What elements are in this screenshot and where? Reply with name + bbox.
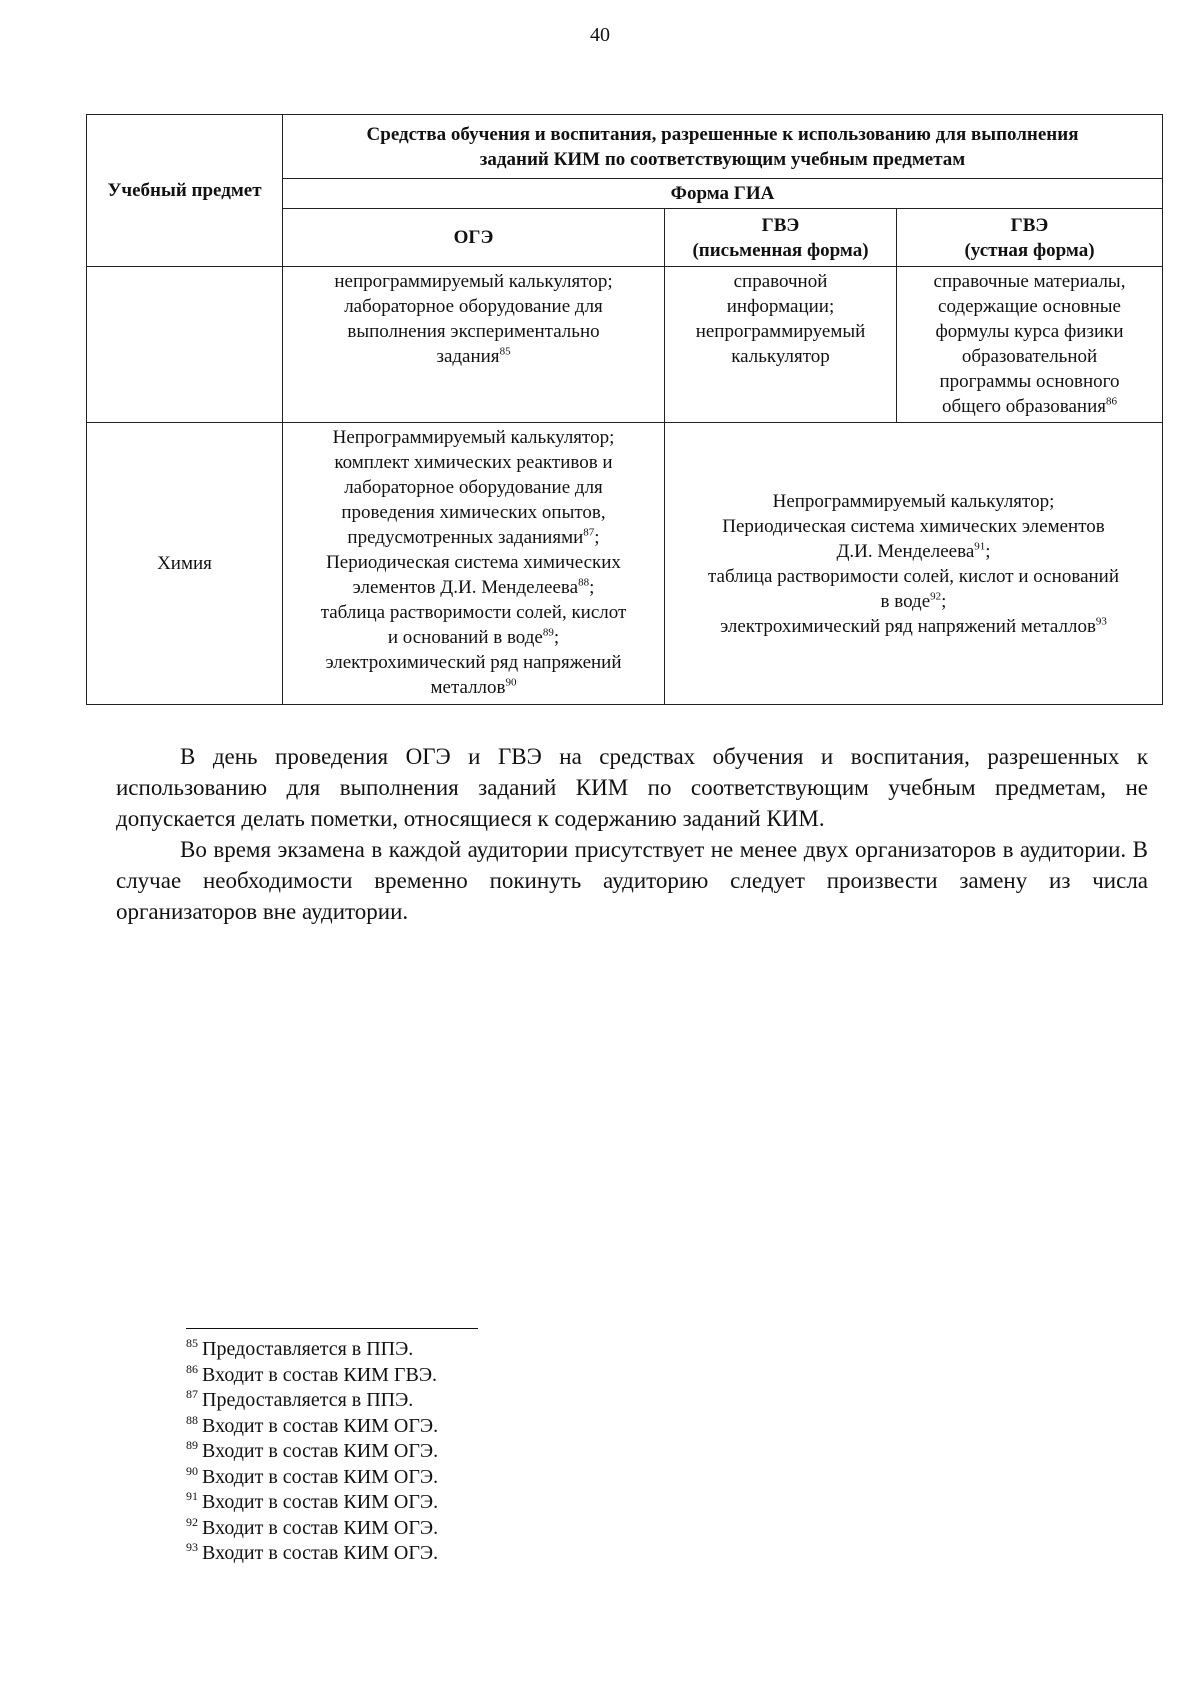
cell-text: ; (985, 540, 991, 562)
footnote (186, 1465, 438, 1491)
footnote-number: 88 (186, 1412, 198, 1427)
cell-line (669, 589, 1158, 614)
footnote-ref-85[interactable]: 85 (499, 345, 511, 358)
cell-line: информации; (726, 296, 835, 317)
header-gve-oral (897, 209, 1163, 267)
cell-text: ; (594, 527, 600, 548)
footnote-number: 85 (186, 1336, 198, 1351)
footnote-ref-87[interactable]: 87 (583, 526, 595, 539)
footnote (186, 1439, 438, 1465)
cell-line (287, 344, 660, 369)
cell-line: содержащие основные (938, 296, 1121, 317)
cell-text: ; (589, 577, 595, 598)
cell-text: и оснований в воде (387, 627, 543, 648)
header-gve-written-line: ГВЭ (761, 214, 800, 236)
cell-line: проведения химических опытов, (341, 502, 606, 523)
cell-line: комплект химических реактивов и (334, 452, 613, 473)
row2-subject: Химия (87, 423, 283, 705)
header-means (283, 115, 1163, 179)
footnote-text: Входит в состав КИМ ОГЭ. (202, 1440, 439, 1462)
header-gve-oral-line: (устная форма) (964, 239, 1095, 261)
cell-line: Периодическая система химических элементов (722, 515, 1105, 537)
cell-line: лабораторное оборудование для (344, 477, 603, 498)
cell-line: электрохимический ряд напряжений (325, 652, 622, 673)
cell-line: калькулятор (731, 346, 830, 367)
cell-line (901, 394, 1158, 419)
footnote-ref-90[interactable]: 90 (505, 676, 517, 689)
cell-line (669, 539, 1158, 564)
cell-text: Д.И. Менделеева (836, 540, 975, 562)
footnote-text: Предоставляется в ППЭ. (202, 1389, 414, 1411)
header-gve-oral-line: ГВЭ (1010, 214, 1049, 236)
header-oge: ОГЭ (283, 209, 665, 267)
cell-line: Периодическая система химических (326, 552, 621, 573)
footnote-text: Входит в состав КИМ ОГЭ. (202, 1491, 439, 1513)
header-subject (87, 115, 283, 267)
footnote-number: 93 (186, 1540, 198, 1555)
footnote-separator (186, 1328, 478, 1329)
cell-line: непрограммируемый (695, 321, 866, 342)
footnote-text: Входит в состав КИМ ОГЭ. (202, 1414, 439, 1437)
footnote (186, 1414, 438, 1440)
footnote (186, 1490, 438, 1516)
footnote-text: Предоставляется в ППЭ. (202, 1338, 414, 1360)
cell-line: непрограммируемый калькулятор; (334, 271, 613, 292)
footnote-number: 90 (186, 1463, 198, 1478)
row2-oge (283, 423, 665, 705)
cell-text: ; (941, 590, 947, 612)
cell-text: предусмотренных заданиями (347, 527, 584, 548)
footnotes (186, 1337, 438, 1567)
header-gve-written-line: (письменная форма) (692, 239, 869, 261)
cell-line: образовательной (961, 346, 1098, 367)
header-subject-text: Учебный предмет (107, 180, 262, 201)
table-row (87, 267, 1163, 423)
cell-line: Непрограммируемый калькулятор; (772, 490, 1055, 512)
cell-line: Непрограммируемый калькулятор; (332, 427, 615, 448)
paragraph: В день проведения ОГЭ и ГВЭ на средствах обучения и воспитания, разрешенных к использованию для выполнения заданий КИМ по соответствующим учебным предметам, не допускается делать пометки, относящиеся к содержанию заданий КИМ. (116, 744, 1148, 831)
paragraph: Во время экзамена в каждой аудитории присутствует не менее двух организаторов в аудитории. В случае необходимости временно покинуть аудиторию следует произвести замену из числа организаторов вне аудитории. (116, 837, 1148, 924)
cell-line (287, 625, 660, 650)
row2-gve (665, 423, 1163, 705)
cell-line: справочные материалы, (933, 271, 1126, 292)
header-row-1 (87, 115, 1163, 179)
footnote-text: Входит в состав КИМ ГВЭ. (202, 1363, 438, 1386)
header-means-line: заданий КИМ по соответствующим учебным предметам (479, 148, 966, 170)
footnote-ref-86[interactable]: 86 (1106, 395, 1118, 408)
table-row (87, 423, 1163, 705)
footnote-number: 92 (186, 1514, 198, 1529)
cell-text: общего образования (941, 396, 1107, 417)
footnote (186, 1363, 438, 1389)
cell-line: лабораторное оборудование для (344, 296, 603, 317)
row1-subject (87, 267, 283, 423)
footnote (186, 1516, 438, 1542)
cell-text: элементов Д.И. Менделеева (352, 577, 579, 598)
cell-line (287, 575, 660, 600)
footnote-number: 91 (186, 1489, 198, 1504)
cell-text: электрохимический ряд напряжений металлов (720, 615, 1096, 637)
footnote-ref-91[interactable]: 91 (974, 540, 986, 553)
cell-line: формулы курса физики (935, 321, 1124, 342)
footnote-ref-93[interactable]: 93 (1095, 615, 1107, 628)
footnote-ref-92[interactable]: 92 (930, 590, 942, 603)
cell-text: в воде (880, 590, 931, 612)
cell-text: металлов (430, 677, 506, 698)
footnote-number: 87 (186, 1387, 198, 1402)
footnote-text: Входит в состав КИМ ОГЭ. (202, 1516, 439, 1539)
cell-line: таблица растворимости солей, кислот (320, 602, 627, 623)
header-means-line: Средства обучения и воспитания, разрешенные к использованию для выполнения (366, 123, 1079, 145)
footnote-text: Входит в состав КИМ ОГЭ. (202, 1465, 439, 1488)
footnote-number: 86 (186, 1361, 198, 1376)
cell-line: выполнения экспериментально (347, 321, 600, 342)
footnote (186, 1388, 438, 1414)
cell-line: справочной (733, 271, 828, 292)
footnote-number: 89 (186, 1438, 198, 1453)
cell-line: программы основного (939, 371, 1120, 392)
body-text (116, 741, 1148, 927)
cell-text: задания (436, 346, 500, 367)
cell-line (669, 614, 1158, 639)
footnote-ref-88[interactable]: 88 (578, 576, 590, 589)
header-gve-written (665, 209, 897, 267)
row1-gve-oral (897, 267, 1163, 423)
footnote (186, 1541, 438, 1567)
footnote-ref-89[interactable]: 89 (542, 626, 554, 639)
cell-line (287, 525, 660, 550)
cell-line: таблица растворимости солей, кислот и оснований (707, 565, 1120, 587)
footnote-text: Входит в состав КИМ ОГЭ. (202, 1542, 439, 1564)
page-number: 40 (590, 24, 610, 46)
header-form: Форма ГИА (283, 179, 1163, 209)
cell-line (287, 675, 660, 700)
footnote (186, 1337, 438, 1363)
means-table (86, 114, 1163, 705)
cell-text: ; (553, 627, 560, 648)
row1-gve-written (665, 267, 897, 423)
row1-oge (283, 267, 665, 423)
